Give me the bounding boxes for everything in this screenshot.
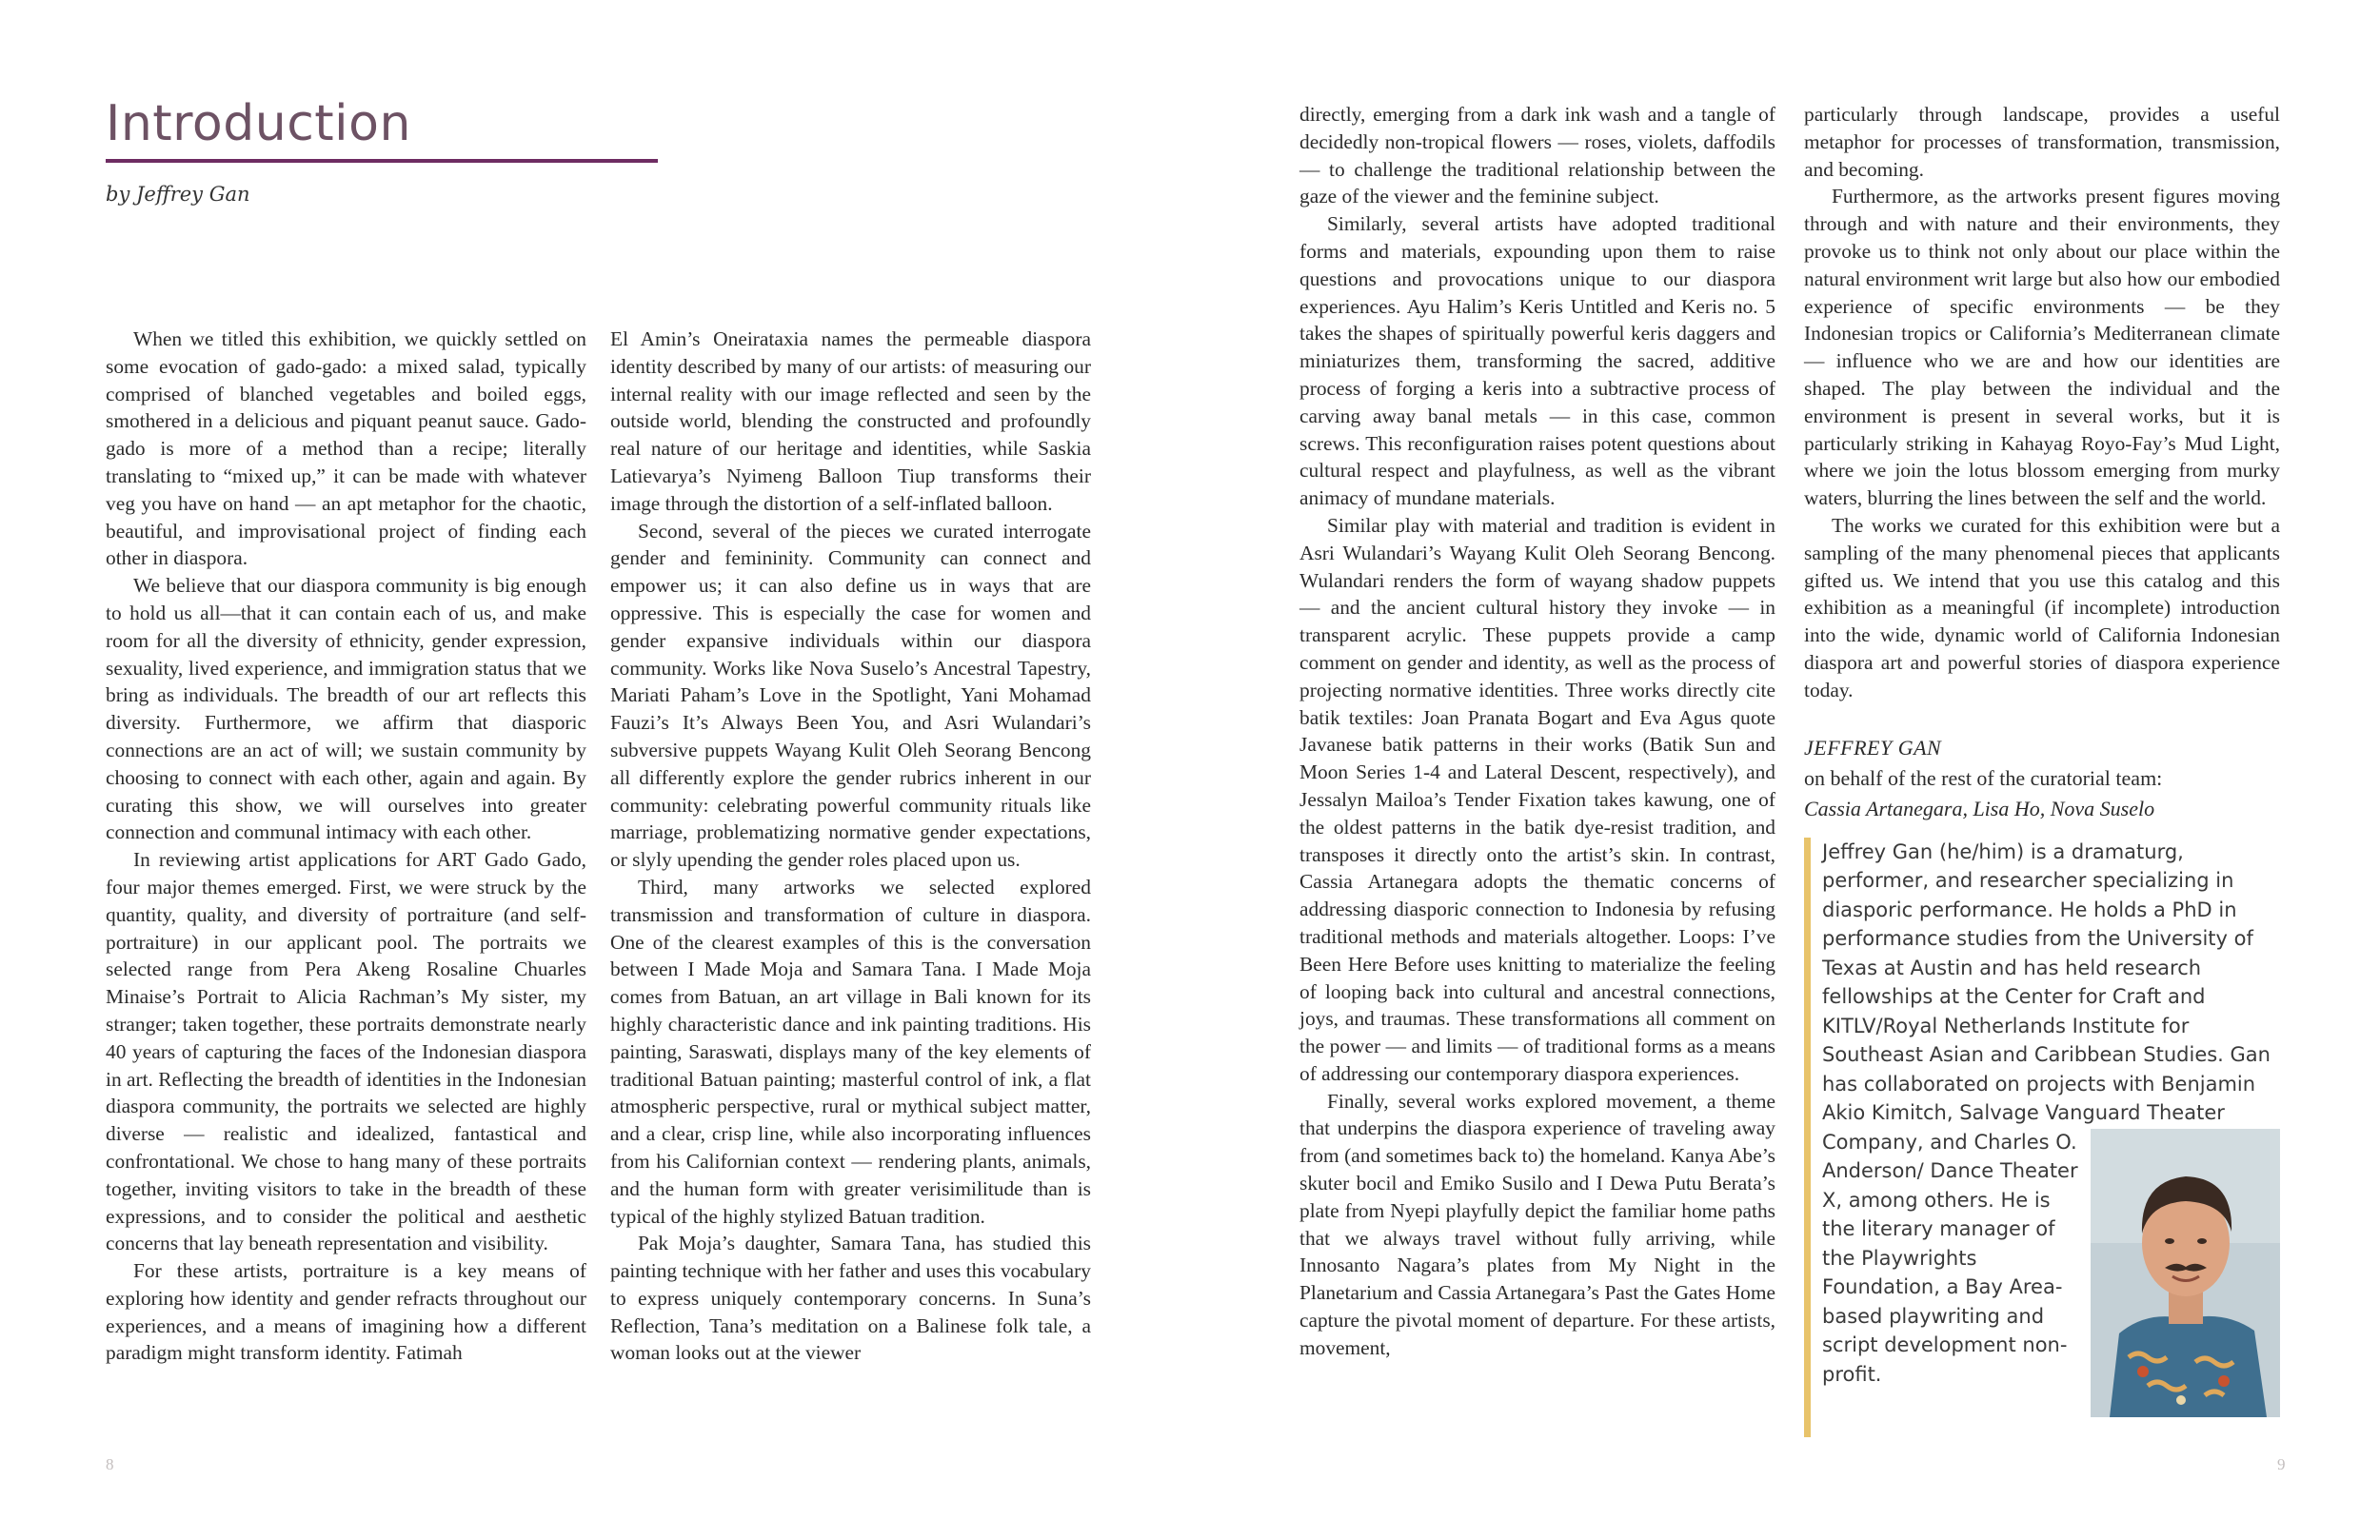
author-bio (1804, 838, 2280, 1437)
paragraph: For these artists, portraiture is a key means of exploring how identity and gender refracts throughout our experiences, and a means of imagining how a different paradigm might transform identity. Fatimah (106, 1259, 586, 1365)
paragraph: Furthermore, as the artworks present figures moving through and with nature and their environments, they provoke us to think not only about our place within the natural environment writ large but also how our embodied experience of specific environments — be they Indonesian tropics or California’s Mediterranean climate — influence who we are and how our identities are shaped. The play between the individual and the environment is present in several works, but it is particularly striking in Kahayag Royo-Fay’s Mud Light, where we join the lotus blossom emerging from murky waters, blurring the lines between the self and the world. (1804, 185, 2280, 510)
text-column-2 (610, 326, 1091, 1367)
bio-text: Jeffrey Gan (he/him) is a dramaturg, performer, and researcher specializing in diasporic performance. He holds a PhD in performance studies from the University of Texas at Austin and has held research fellowships at the Center for Craft and KITLV/Royal Netherlands Institute for Southeast Asian and Caribbean Studies. Gan has collaborated on projects with Benjamin Akio Kimitch, Salvage Vanguard Theater Company, and Charles O. Anderson/ Dance Theater X, among others. He is the literary manager of the Playwrights Foundation, a Bay Area-based playwriting and script development non-profit. (1822, 839, 2271, 1386)
signature-role: on behalf of the rest of the curatorial team: (1804, 765, 2163, 790)
paragraph: Finally, several works explored movement, a theme that underpins the diaspora experience of traveling away from (and sometimes back to) the homeland. Kanya Abe’s skuter bocil and Emiko Susilo and I Dewa Putu Berata’s plate from Nyepi playfully depict the familiar home paths that we always travel without fully arriving, while Innosanto Nagara’s plates from My Night in the Planetarium and Cassia Artanegara’s Past the Gates Home capture the pivotal moment of departure. For these artists, movement, (1299, 1089, 1775, 1359)
paragraph: Similarly, several artists have adopted traditional forms and materials, expounding upon them to raise questions and provocations unique to our diaspora experiences. Ayu Halim’s Keris Untitled and Keris no. 5 takes the shapes of spiritually powerful keris daggers and miniaturizes them, transforming the sacred, additive process of forging a keris into a subtractive process of carving away banal metals — in this case, common screws. This reconfiguration raises potent questions about cultural respect and playfulness, as well as the vibrant animacy of mundane materials. (1299, 212, 1775, 510)
signature-name: JEFFREY GAN (1804, 735, 1942, 760)
paragraph: El Amin’s Oneirataxia names the permeable diaspora identity described by many of our artists: of measuring our internal reality with our image reflected and seen by the outside world, blending the constructed and profoundly real nature of our heritage and identities, while Saskia Latievarya’s Nyimeng Balloon Tiup transforms their image through the distortion of a self-inflated balloon. (610, 327, 1091, 515)
portrait-illustration (2091, 1129, 2280, 1417)
author-photo (2091, 1129, 2280, 1417)
paragraph: In reviewing artist applications for ART Gado Gado, four major themes emerged. First, we were struck by the quantity, quality, and diversity of portraiture (and self-portraiture) in our applicant pool. The portraits we selected range from Pera Akeng Rosaline Chuarles Minaise’s Portrait to Alicia Rachman’s My sister, my stranger; taken together, these portraits demonstrate nearly 40 years of capturing the faces of the Indonesian diaspora in art. Reflecting the breadth of identities in the Indonesian diaspora community, the portraits we selected are highly diverse — realistic and idealized, fantastical and confrontational. We chose to hang many of these portraits together, inviting visitors to take in the breadth of these expressions, and to consider the political and aesthetic concerns that lay beneath representation and visibility. (106, 848, 586, 1255)
page-number: 9 (2277, 1455, 2286, 1473)
byline: by Jeffrey Gan (106, 183, 250, 206)
paragraph: directly, emerging from a dark ink wash and a tangle of decidedly non-tropical flowers — roses, violets, daffodils — to challenge the traditional relationship between the gaze of the viewer and the feminine subject. (1299, 103, 1775, 208)
paragraph: Similar play with material and tradition is evident in Asri Wulandari’s Wayang Kulit Oleh Seorang Bencong. Wulandari renders the form of wayang shadow puppets — and the ancient cultural history they invoke — in transparent acrylic. These puppets provide a camp comment on gender and identity, as well as the process of projecting normative identities. Three works directly cite batik textiles: Joan Pranata Bogart and Eva Agus quote Javanese batik patterns in their works (Batik Sun and Moon Series 1-4 and Lateral Descent, respectively), and Jessalyn Mailoa’s Tender Fixation takes kawung, one of the oldest patterns in the batik dye-resist tradition, and transposes it directly onto the artist’s skin. In contrast, Cassia Artanegara adopts the thematic concerns of addressing diasporic connection to Indonesia by refusing traditional methods and materials altogether. Loops: I’ve Been Here Before uses knitting to materialize the feeling of looping back into cultural and ancestral connections, joys, and traumas. These transformations all comment on the power — and limits — of traditional forms as a means of addressing our contemporary diaspora experiences. (1299, 513, 1775, 1085)
page-title: Introduction (106, 95, 411, 152)
paragraph: Second, several of the pieces we curated interrogate gender and femininity. Community can connect and empower us; it can also define us in ways that are oppressive. This is especially the case for women and gender expansive individuals within our diaspora community. Works like Nova Suselo’s Ancestral Tapestry, Mariati Paham’s Love in the Spotlight, Yani Mohamad Fauzi’s It’s Always Been You, and Asri Wulandari’s subversive puppets Wayang Kulit Oleh Seorang Bencong all differently explore the gender rubrics inherent in our community: celebrating powerful community rituals like marriage, problematizing normative gender expectations, or slyly upending the gender roles placed upon us. (610, 519, 1091, 872)
paragraph: Third, many artworks we selected explored transmission and transformation of culture in diaspora. One of the clearest examples of this is the conversation between I Made Moja and Samara Tana. I Made Moja comes from Batuan, an art village in Bali known for its highly characteristic dance and ink painting traditions. His painting, Saraswati, displays many of the key elements of traditional Batuan painting; masterful control of ink, a flat atmospheric perspective, rural or mythical subject matter, and a clear, crisp line, while also incorporating influences from his Californian context — rendering plants, animals, and the human form with greater verisimilitude than is typical of the highly stylized Batuan tradition. (610, 875, 1091, 1228)
signature-block (1804, 733, 2280, 824)
paragraph: particularly through landscape, provides a useful metaphor for processes of transformation, transmission, and becoming. (1804, 103, 2280, 181)
paragraph: When we titled this exhibition, we quickly settled on some evocation of gado-gado: a mixed salad, typically comprised of blanched vegetables and boiled eggs, smothered in a delicious and piquant peanut sauce. Gado-gado is more of a method than a recipe; literally translating to “mixed up,” it can be made with whatever veg you have on hand — an apt metaphor for the chaotic, beautiful, and improvisational project of finding each other in diaspora. (106, 327, 586, 570)
text-column-3 (1299, 101, 1775, 1362)
paragraph: Pak Moja’s daughter, Samara Tana, has studied this painting technique with her father and uses this vocabulary to express uniquely contemporary concerns. In Suna’s Reflection, Tana’s meditation on a Balinese folk tale, a woman looks out at the viewer (610, 1232, 1091, 1365)
right-page (1190, 0, 2380, 1540)
curatorial-team: Cassia Artanegara, Lisa Ho, Nova Suselo (1804, 796, 2155, 820)
paragraph: We believe that our diaspora community is big enough to hold us all—that it can contain each of us, and make room for all the diversity of ethnicity, gender expression, sexuality, lived experience, and immigration status that we bring as individuals. The breadth of our art reflects this diversity. Furthermore, we affirm that diasporic connections are an act of will; we sustain community by choosing to connect with each other, again and again. By curating this show, we will ourselves into greater connection and communal intimacy with each other. (106, 574, 586, 844)
title-underline (106, 159, 658, 163)
page-number: 8 (106, 1455, 114, 1473)
text-column-4 (1804, 101, 2280, 1437)
text-column-1 (106, 326, 586, 1367)
paragraph: The works we curated for this exhibition were but a sampling of the many phenomenal pieces that applicants gifted us. We intend that you use this catalog and this exhibition as a meaningful (if incomplete) introduction into the wide, dynamic world of California Indonesian diaspora art and powerful stories of diaspora experience today. (1804, 513, 2280, 701)
